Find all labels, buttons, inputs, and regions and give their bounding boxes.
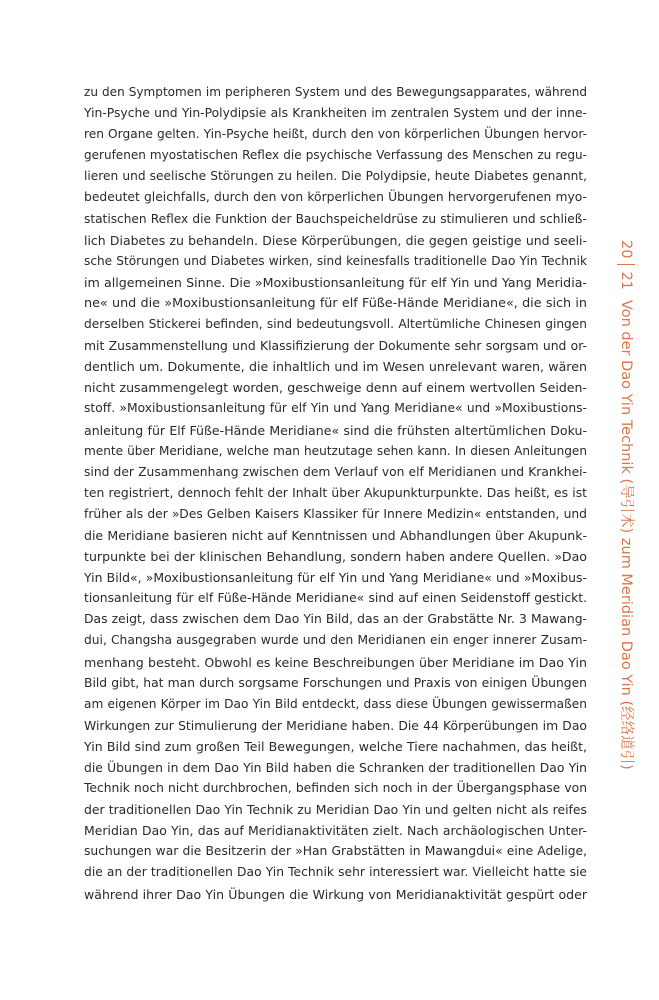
text-line: dentlich um. Dokumente, die inhaltlich und im Wesen unrelevant waren, wären <box>84 359 587 375</box>
text-line: die Übungen in dem Dao Yin Bild haben die Schranken der traditionellen Dao Yin <box>84 760 587 775</box>
text-line: am eigenen Körper im Dao Yin Bild entdeckt, dass diese Übungen gewissermaßen <box>84 696 587 711</box>
text-line: ne« und die »Moxibustionsanleitung für elf Füße-Hände Meridiane«, die sich in <box>84 295 587 311</box>
text-line: Yin Bild sind zum großen Teil Bewegungen, welche Tiere nachahmen, das heißt, <box>84 738 587 754</box>
text-line: tionsanleitung für elf Füße-Hände Meridiane« sind auf einen Seidenstoff gestickt. <box>84 591 587 606</box>
text-line: der traditionellen Dao Yin Technik zu Meridian Dao Yin und gelten nicht als reifes <box>84 802 587 818</box>
text-line: Meridian Dao Yin, das auf Meridianaktivitäten zielt. Nach archäologischen Unter- <box>84 823 587 839</box>
text-line: Technik noch nicht durchbrochen, befinden sich noch in der Übergangsphase von <box>84 781 587 796</box>
text-line: turpunkte bei der klinischen Behandlung, sondern haben andere Quellen. »Dao <box>84 549 587 565</box>
text-line: die an der traditionellen Dao Yin Technik sehr interessiert war. Vielleicht hatte sie <box>84 865 587 880</box>
text-line: ren Organe gelten. Yin-Psyche heißt, durch den von körperlichen Übungen hervor- <box>84 127 587 142</box>
text-line: zu den Symptomen im peripheren System und des Bewegungsapparates, während <box>84 85 587 99</box>
text-line: die Meridiane basieren nicht auf Kenntnissen und Abhandlungen über Akupunk- <box>84 527 587 543</box>
text-line: mit Zusammenstellung und Klassifizierung der Dokumente sehr sorgsam und or- <box>84 338 587 354</box>
text-line: Das zeigt, dass zwischen dem Dao Yin Bild, das an der Grabstätte Nr. 3 Mawang- <box>84 612 587 627</box>
text-line: sind der Zusammenhang zwischen dem Verlauf von elf Meridianen und Krankhei- <box>84 464 587 479</box>
text-line: Wirkungen zur Stimulierung der Meridiane haben. Die 44 Körperübungen im Dao <box>84 717 587 733</box>
chapter-title: Von der Dao Yin Technik (导引术) zum Meridian Dao Yin (经络道引) <box>618 299 634 770</box>
text-line: bedeutet gleichfalls, durch den von körperlichen Übungen hervorgerufenen myo- <box>84 190 587 205</box>
page-number-right: 21 <box>618 271 634 290</box>
text-line: Bild gibt, hat man durch sorgsame Forschungen und Praxis von einigen Übungen <box>84 675 587 690</box>
text-line: menhang besteht. Obwohl es keine Beschreibungen über Meridiane im Dao Yin <box>84 654 587 670</box>
text-line: Yin Bild«, »Moxibustionsanleitung für elf Yin und Yang Meridiane« und »Moxibus- <box>84 570 587 586</box>
text-line: ten registriert, dennoch fehlt der Inhalt über Akupunkturpunkte. Das heißt, es ist <box>84 485 587 500</box>
text-line: stoff. »Moxibustionsanleitung für elf Yin und Yang Meridiane« und »Moxibustions- <box>84 401 587 416</box>
text-line: anleitung für Elf Füße-Hände Meridiane« sind die frühsten altertümlichen Doku- <box>84 422 587 438</box>
text-line: lich Diabetes zu behandeln. Diese Körperübungen, die gegen geistige und seeli- <box>84 232 587 248</box>
text-line: derselben Stickerei befinden, sind bedeutungsvoll. Altertümliche Chinesen gingen <box>84 317 587 332</box>
running-header-text <box>613 240 639 770</box>
text-line: statischen Reflex die Funktion der Bauchspeicheldrüse zu stimulieren und schließ- <box>84 211 587 226</box>
text-line: mente über Meridiane, welche man heutzutage sehen kann. In diesen Anleitungen <box>84 443 587 458</box>
text-line: nicht zusammengelegt worden, geschweige denn auf einem wertvollen Seiden- <box>84 380 587 396</box>
running-header <box>613 240 639 960</box>
text-line: dui, Changsha ausgegraben wurde und den Meridianen ein enger innerer Zusam- <box>84 633 587 648</box>
body-text <box>84 82 587 905</box>
text-line: gerufenen myostatischen Reflex die psychische Verfassung des Menschen zu regu- <box>84 148 587 163</box>
text-line: Yin-Psyche und Yin-Polydipsie als Krankheiten im zentralen System und der inne- <box>84 106 587 121</box>
text-line: suchungen war die Besitzerin der »Han Grabstätten in Mawangdui« eine Adelige, <box>84 844 587 859</box>
page-number-divider <box>617 264 635 265</box>
text-line: sche Störungen und Diabetes wirken, sind keinesfalls traditionelle Dao Yin Technik <box>84 253 587 268</box>
page-number-left: 20 <box>618 240 634 259</box>
text-line: lieren und seelische Störungen zu heilen. Die Polydipsie, heute Diabetes genannt, <box>84 169 587 184</box>
text-line: im allgemeinen Sinne. Die »Moxibustionsanleitung für elf Yin und Yang Meridia- <box>84 274 587 290</box>
text-line: während ihrer Dao Yin Übungen die Wirkung von Meridianaktivität gespürt oder <box>84 886 587 902</box>
text-line: früher als der »Des Gelben Kaisers Klassiker für Innere Medizin« entstanden, und <box>84 506 587 521</box>
